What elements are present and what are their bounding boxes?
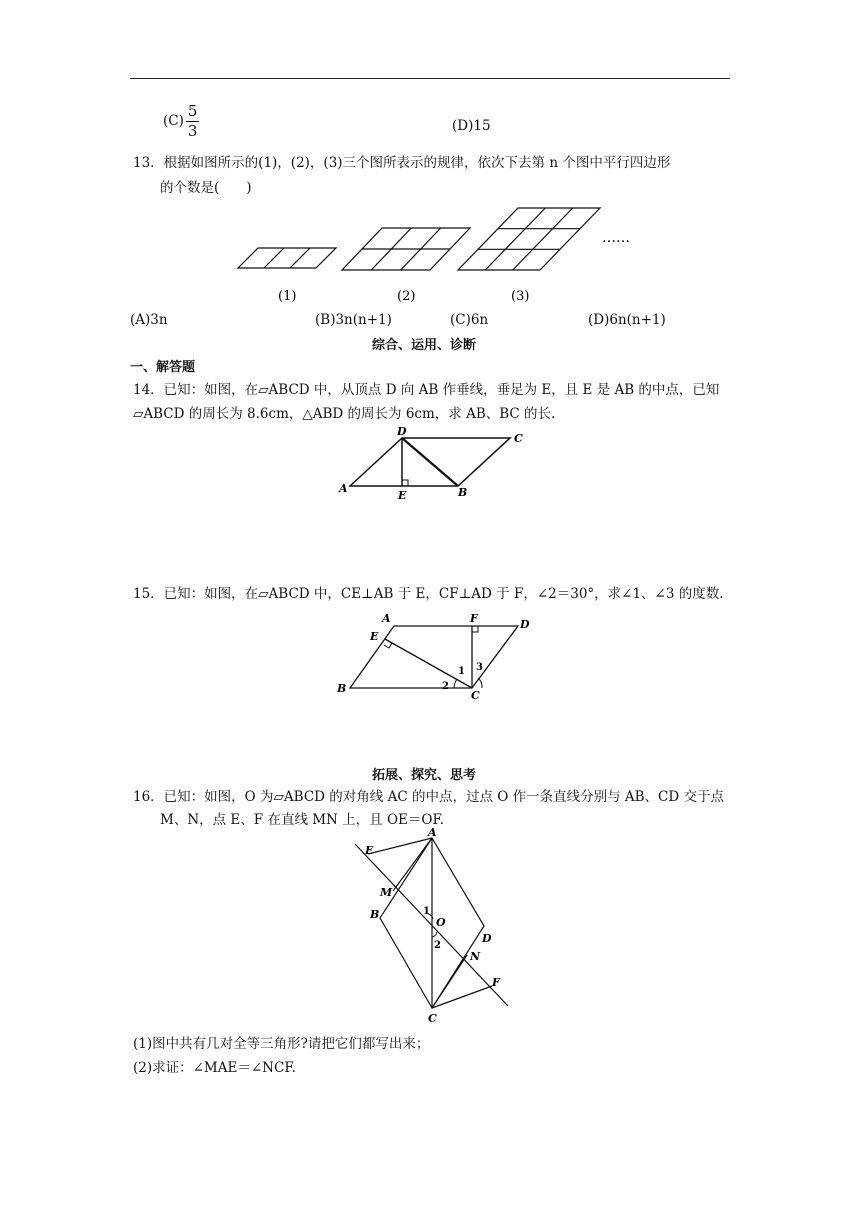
q14-point-a: A (339, 482, 348, 495)
q12-option-c (163, 104, 199, 139)
q13-figures (230, 200, 650, 310)
q12-option-c-fraction (186, 104, 200, 139)
q15-text-line1: 15．已知：如图，在▱ABCD 中，CE⊥AB 于 E，CF⊥AD 于 F，∠2＝30°，求∠1、∠3 的度数. (133, 586, 724, 602)
q16-point-c: C (428, 1012, 437, 1025)
q14-text-line1: 14．已知：如图，在▱ABCD 中，从顶点 D 向 AB 作垂线，垂足为 E，且 E 是 AB 的中点，已知 (133, 382, 720, 398)
q15-point-d: D (520, 618, 530, 631)
q16-subquestion-2: (2)求证：∠MAE＝∠NCF. (133, 1060, 296, 1076)
q13-option-a: (A)3n (130, 312, 168, 328)
q15-point-a: A (382, 612, 391, 625)
q13-fig-label-2: (2) (397, 289, 416, 304)
q12-option-c-label: (C) (163, 113, 184, 129)
q16-text-line1: 16．已知：如图，O 为▱ABCD 的对角线 AC 的中点，过点 O 作一条直线分别与 AB、CD 交于点 (133, 789, 724, 805)
q12-option-d: (D)15 (452, 118, 491, 134)
q15-angle-2: 2 (442, 681, 449, 692)
q13-text-line2: 的个数是( ) (160, 180, 252, 196)
q16-point-n: N (470, 950, 481, 963)
q16-point-d: D (482, 932, 492, 945)
q13-fig-label-1: (1) (278, 289, 297, 304)
header-rule (130, 78, 730, 79)
q13-ellipsis: …… (602, 230, 630, 246)
fraction-numerator: 5 (187, 102, 198, 120)
part-heading-answer-questions: 一、解答题 (130, 360, 196, 375)
q16-angle-2: 2 (434, 940, 441, 951)
q15-figure (330, 604, 540, 704)
q13-figure-3 (458, 208, 600, 270)
q14-point-b: B (458, 486, 468, 499)
q16-text-line2: M、N，点 E、F 在直线 MN 上，且 OE＝OF. (160, 812, 444, 828)
q16-point-o: O (436, 916, 446, 929)
fraction-denominator: 3 (187, 122, 198, 140)
section-title-extension: 拓展、探究、思考 (372, 768, 477, 783)
q13-fig-label-3: (3) (511, 289, 530, 304)
q13-option-d: (D)6n(n+1) (588, 312, 666, 328)
q13-figure-1 (238, 248, 336, 268)
q14-text-line2: ▱ABCD 的周长为 8.6cm，△ABD 的周长为 6cm，求 AB、BC 的长. (133, 406, 556, 422)
q14-point-c: C (514, 432, 523, 445)
q16-point-a: A (428, 826, 437, 839)
q16-point-e: E (365, 844, 374, 857)
q16-figure (340, 826, 530, 1026)
q16-point-m: M (380, 886, 393, 899)
section-title-synthesis: 综合、运用、诊断 (372, 338, 477, 353)
q13-option-c: (C)6n (450, 312, 489, 328)
q13-figure-2 (342, 228, 470, 270)
q15-point-f: F (470, 612, 478, 625)
q16-point-f: F (492, 976, 500, 989)
q14-point-e: E (398, 489, 407, 502)
q14-figure (330, 420, 540, 510)
q13-option-b: (B)3n(n+1) (315, 312, 392, 328)
q15-angle-3: 3 (476, 662, 483, 673)
q15-point-b: B (337, 682, 347, 695)
q15-angle-1: 1 (458, 666, 465, 677)
q16-point-b: B (370, 908, 380, 921)
q15-point-e: E (370, 630, 379, 643)
q16-subquestion-1: (1)图中共有几对全等三角形?请把它们都写出来； (133, 1036, 430, 1052)
q16-angle-1: 1 (423, 906, 430, 917)
q15-point-c: C (471, 689, 480, 702)
q14-point-d: D (397, 425, 407, 438)
q13-text-line1: 13．根据如图所示的(1)，(2)，(3)三个图所表示的规律，依次下去第 n 个图中平行四边形 (133, 155, 671, 171)
